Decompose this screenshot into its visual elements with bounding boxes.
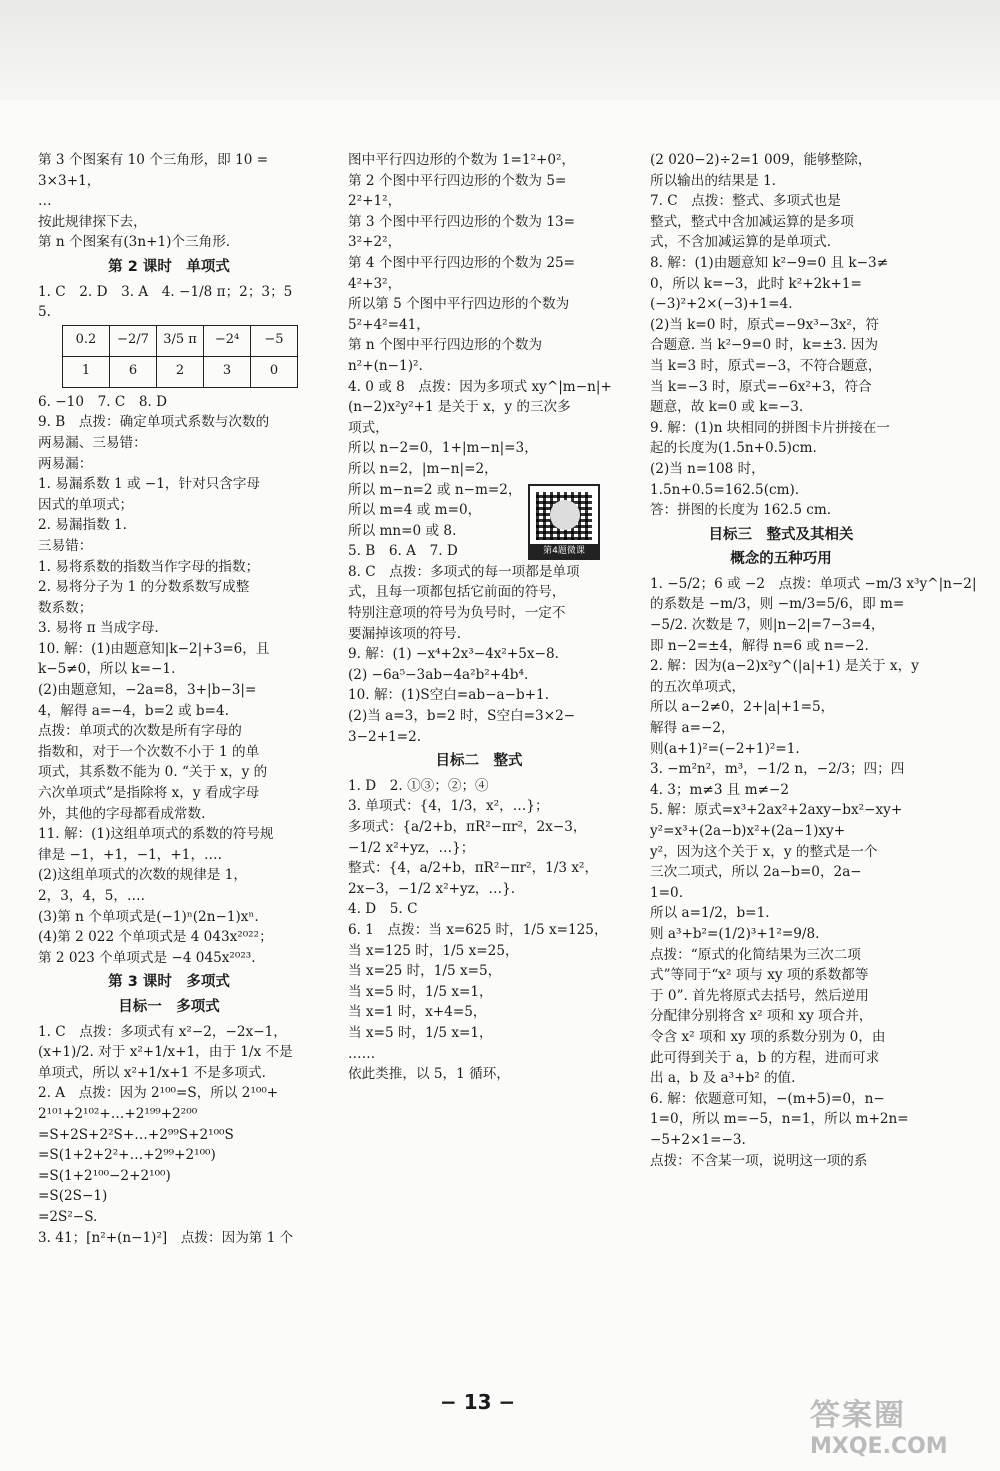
table-cell: −2⁴ bbox=[204, 325, 251, 356]
text-line: 3. −m²n²，m³，−1/2 n，−2/3；四；四 bbox=[650, 761, 905, 778]
watermark bbox=[810, 1390, 980, 1460]
text-line: 所以 m−n=2 或 n−m=2， bbox=[348, 481, 522, 498]
text-line: 5. 解：原式=x³+2ax²+2axy−bx²−xy+ bbox=[650, 802, 903, 819]
column-left bbox=[38, 150, 300, 1248]
text-line: 2，3，4，5，…. bbox=[38, 888, 145, 904]
text-line: 第 2 个图中平行四边形的个数为 5= bbox=[348, 172, 567, 189]
text-line: 所以输出的结果是 1. bbox=[650, 172, 777, 189]
table-cell: 1 bbox=[63, 356, 110, 387]
text-line: 第 n 个图中平行四边形的个数为 bbox=[348, 337, 543, 354]
text-line: y²=x³+(2a−b)x²+(2a−1)xy+ bbox=[650, 823, 846, 839]
text-line: (4)第 2 022 个单项式是 4 043x²⁰²²； bbox=[38, 929, 273, 946]
table-cell: 2 bbox=[157, 356, 204, 387]
text-line: 3. 单项式：{4，1/3，x²，…}； bbox=[348, 798, 549, 815]
text-line: 式，不含加减运算的是单项式. bbox=[650, 234, 832, 251]
text-line: 1. 易漏系数 1 或 −1，针对只含字母 bbox=[38, 476, 261, 493]
qr-label: 第4题微课 bbox=[530, 544, 598, 558]
text-line: 当 k=−3 时，原式=−6x²+3，符合 bbox=[650, 378, 872, 395]
text-line: (n−2)x²y²+1 是关于 x，y 的三次多 bbox=[348, 399, 571, 416]
text-line: 8. 解：(1)由题意知 k²−9=0 且 k−3≠ bbox=[650, 254, 889, 271]
section-heading: 目标三 整式及其相关 bbox=[708, 526, 854, 543]
text-line: 单项式，所以 x²+1/x+1 不是多项式. bbox=[38, 1064, 266, 1081]
text-line: 2x−3，−1/2 x²+yz，…}. bbox=[348, 880, 516, 897]
text-line: (2)当 n=108 时， bbox=[650, 460, 765, 477]
text-line: 8. C 点拨：多项式的每一项都是单项 bbox=[348, 563, 580, 580]
text-line: (2) −6a⁵−3ab−4a²b²+4b⁴. bbox=[348, 666, 529, 683]
text-line: 六次单项式”是指除将 x，y 看成字母 bbox=[38, 785, 260, 802]
text-line: 7. C 点拨：整式、多项式也是 bbox=[650, 193, 841, 210]
text-line: 5. bbox=[38, 304, 51, 321]
text-line: −5/2. 次数是 7，则|n−2|=7−3=4， bbox=[650, 617, 885, 634]
text-line: 于 0”. 首先将原式去括号，然后逆用 bbox=[650, 987, 869, 1004]
text-line: 数系数； bbox=[38, 599, 93, 616]
text-line: k−5≠0，所以 k=−1. bbox=[38, 661, 176, 678]
text-line: 3. 41；[n²+(n−1)²] 点拨：因为第 1 个 bbox=[38, 1229, 294, 1246]
text-line: 合题意. 当 k²−9=0 时，k=±3. 因为 bbox=[650, 337, 879, 354]
text-line: 依此类推，以 5，1 循环， bbox=[348, 1066, 510, 1083]
text-line: 项式，其系数不能为 0. “关于 x，y 的 bbox=[38, 764, 268, 781]
text-line: 11. 解：(1)这组单项式的系数的符号规 bbox=[38, 826, 274, 843]
top-margin bbox=[0, 0, 1000, 100]
text-line: 4. 3；m≠3 且 m≠−2 bbox=[650, 781, 790, 798]
text-line: 0，所以 k=−3，此时 k²+2k+1= bbox=[650, 275, 862, 292]
text-line: 当 k=3 时，原式=−3，不符合题意， bbox=[650, 357, 882, 374]
text-line: 1. C 点拨：多项式有 x²−2，−2x−1， bbox=[38, 1023, 287, 1040]
text-line: … bbox=[38, 193, 52, 210]
text-line: 6. 1 点拨：当 x=625 时，1/5 x=125， bbox=[348, 921, 608, 938]
text-line: 第 n 个图案有(3n+1)个三角形. bbox=[38, 234, 231, 251]
text-line: 所以 mn=0 或 8. bbox=[348, 522, 457, 539]
text-line: 1. D 2. ①③；②；④ bbox=[348, 777, 489, 794]
text-line: (x+1)/2. 对于 x²+1/x+1，由于 1/x 不是 bbox=[38, 1044, 293, 1061]
qr-center-logo bbox=[550, 500, 580, 530]
text-line: 式”等同于“x² 项与 xy 项的系数都等 bbox=[650, 967, 869, 984]
text-line: 1=0，所以 m=−5，n=1，所以 m+2n= bbox=[650, 1111, 909, 1128]
text-line: 按此规律探下去， bbox=[38, 213, 147, 230]
table-cell: 3 bbox=[204, 356, 251, 387]
text-line: (3)第 n 个单项式是(−1)ⁿ(2n−1)xⁿ. bbox=[38, 908, 259, 925]
text-line: 2¹⁰¹+2¹⁰²+…+2¹⁹⁹+2²⁰⁰ bbox=[38, 1105, 198, 1122]
text-line: 多项式：{a/2+b，πR²−πr²，2x−3， bbox=[348, 819, 587, 835]
text-line: 所以 m=4 或 m=0， bbox=[348, 502, 482, 519]
text-line: 三次二项式，所以 2a−b=0，2a− bbox=[650, 864, 862, 881]
text-line: 律是 −1，+1，−1，+1，…. bbox=[38, 846, 222, 863]
text-line: 两易漏、三易错： bbox=[38, 434, 147, 451]
text-line: 当 x=5 时，1/5 x=1， bbox=[348, 1024, 493, 1041]
section-heading: 目标一 多项式 bbox=[118, 998, 220, 1015]
text-line: 则(a+1)²=(−2+1)²=1. bbox=[650, 740, 800, 757]
text-line: 解得 a=−2， bbox=[650, 720, 735, 737]
text-line: 的五次单项式， bbox=[650, 678, 746, 695]
qr-code[interactable] bbox=[528, 484, 600, 560]
text-line: 第 2 023 个单项式是 −4 045x²⁰²³. bbox=[38, 949, 256, 966]
text-line: =S(1+2+2²+…+2⁹⁹+2¹⁰⁰) bbox=[38, 1147, 216, 1164]
text-line: 2. 解：因为(a−2)x²y^(|a|+1) 是关于 x，y bbox=[650, 658, 919, 675]
text-line: 点拨：单项式的次数是所有字母的 bbox=[38, 723, 242, 740]
text-line: 令含 x² 项和 xy 项的系数分别为 0，由 bbox=[650, 1028, 886, 1045]
text-line: 答：拼图的长度为 162.5 cm. bbox=[650, 502, 832, 519]
text-line: y²，因为这个关于 x，y 的整式是一个 bbox=[650, 843, 878, 860]
text-line: =S(2S−1) bbox=[38, 1188, 108, 1205]
table-cell: −5 bbox=[251, 325, 298, 356]
text-line: 即 n−2=±4，解得 n=6 或 n=−2. bbox=[650, 637, 869, 654]
text-line: 9. 解：(1)n 块相同的拼图卡片拼接在一 bbox=[650, 419, 890, 436]
text-line: 第 3 个图案有 10 个三角形，即 10 = bbox=[38, 152, 269, 168]
text-line: (2)当 a=3，b=2 时，S空白=3×2− bbox=[348, 708, 576, 725]
column-middle bbox=[348, 150, 610, 1085]
text-line: 指数和，对于一个次数不小于 1 的单 bbox=[38, 743, 260, 760]
text-line: 要漏掉该项的符号. bbox=[348, 625, 462, 642]
text-line: =S+2S+2²S+…+2⁹⁹S+2¹⁰⁰S bbox=[38, 1126, 234, 1143]
text-line: 因式的单项式； bbox=[38, 496, 134, 513]
text-line: =2S²−S. bbox=[38, 1208, 98, 1225]
text-line: 点拨：不含某一项，说明这一项的系 bbox=[650, 1152, 868, 1169]
section-heading: 目标二 整式 bbox=[435, 753, 523, 770]
text-line: 特别注意项的符号为负号时，一定不 bbox=[348, 605, 566, 622]
text-line: 所以 n=2，|m−n|=2， bbox=[348, 460, 498, 477]
text-line: 3×3+1， bbox=[38, 172, 101, 189]
text-line: −5+2×1=−3. bbox=[650, 1131, 746, 1148]
text-line: =S(1+2¹⁰⁰−2+2¹⁰⁰) bbox=[38, 1167, 171, 1184]
text-line: 所以 a−2≠0，2+|a|+1=5， bbox=[650, 699, 835, 716]
text-line: 则 a³+b²=(1/2)³+1²=9/8. bbox=[650, 925, 820, 942]
text-line: 当 x=1 时，x+4=5， bbox=[348, 1004, 487, 1021]
table-cell: 3/5 π bbox=[157, 325, 204, 356]
text-line: 的系数是 −m/3，则 −m/3=5/6，即 m= bbox=[650, 596, 905, 613]
column-right bbox=[650, 150, 977, 1171]
text-line: 第 4 个图中平行四边形的个数为 25= bbox=[348, 254, 576, 271]
text-line: 6. 解：依题意可知，−(m+5)=0，n− bbox=[650, 1090, 885, 1107]
text-line: 当 x=25 时，1/5 x=5， bbox=[348, 963, 502, 980]
watermark-url: MXQE.COM bbox=[810, 1434, 948, 1459]
text-line: 1. 易将系数的指数当作字母的指数； bbox=[38, 558, 260, 575]
text-line: 1.5n+0.5=162.5(cm). bbox=[650, 481, 800, 498]
text-line: 第 3 个图中平行四边形的个数为 13= bbox=[348, 213, 576, 230]
text-line: 整式：{4，a/2+b，πR²−πr²，1/3 x²， bbox=[348, 860, 599, 877]
text-line: 当 x=125 时，1/5 x=25， bbox=[348, 942, 519, 959]
section-heading: 第 2 课时 单项式 bbox=[108, 258, 230, 275]
section-heading: 概念的五种巧用 bbox=[730, 551, 832, 568]
text-line: 式，且每一项都包括它前面的符号， bbox=[348, 584, 566, 601]
text-line: (2)当 k=0 时，原式=−9x³−3x²，符 bbox=[650, 316, 880, 333]
text-line: 题意，故 k=0 或 k=−3. bbox=[650, 399, 804, 416]
text-line: 2. 易漏指数 1. bbox=[38, 517, 127, 534]
text-line: 5²+4²=41， bbox=[348, 316, 430, 333]
text-line: 2²+1²， bbox=[348, 193, 402, 210]
text-line: 1. −5/2；6 或 −2 点拨：单项式 −m/3 x³y^|n−2| bbox=[650, 575, 977, 592]
text-line: 2. A 点拨：因为 2¹⁰⁰=S，所以 2¹⁰⁰+ bbox=[38, 1085, 279, 1102]
text-line: 三易错： bbox=[38, 537, 93, 554]
text-line: 3²+2²， bbox=[348, 234, 402, 251]
watermark-logo: 答案圈 bbox=[810, 1398, 906, 1433]
text-line: 分配律分别将含 x² 项和 xy 项合并， bbox=[650, 1008, 873, 1025]
text-line: 此可得到关于 a，b 的方程，进而可求 bbox=[650, 1049, 880, 1066]
text-line: 项式， bbox=[348, 419, 389, 436]
text-line: 4²+3²， bbox=[348, 275, 402, 292]
text-line: 9. 解：(1) −x⁴+2x³−4x²+5x−8. bbox=[348, 646, 559, 663]
text-line: 4. 0 或 8 点拨：因为多项式 xy^|m−n|+ bbox=[348, 378, 612, 395]
table-cell: 0.2 bbox=[63, 325, 110, 356]
text-line: 出 a，b 及 a³+b² 的值. bbox=[650, 1070, 796, 1087]
text-line: 外，其他的字母都看成常数. bbox=[38, 805, 206, 822]
text-line: (2)这组单项式的次数的规律是 1， bbox=[38, 867, 247, 884]
table-cell: −2/7 bbox=[110, 325, 157, 356]
text-line: (−3)²+2×(−3)+1=4. bbox=[650, 296, 793, 313]
text-line: …… bbox=[348, 1045, 376, 1062]
text-line: 当 x=5 时，1/5 x=1， bbox=[348, 983, 493, 1000]
text-line: 4，解得 a=−4，b=2 或 b=4. bbox=[38, 702, 229, 719]
page-number: − 13 − bbox=[440, 1390, 516, 1414]
text-line: 5. B 6. A 7. D bbox=[348, 543, 458, 560]
text-line: 所以第 5 个图中平行四边形的个数为 bbox=[348, 296, 570, 313]
text-line: n²+(n−1)². bbox=[348, 357, 423, 374]
text-line: 3−2+1=2. bbox=[348, 728, 422, 745]
text-line: 1. C 2. D 3. A 4. −1/8 π；2；3；5 bbox=[38, 283, 293, 300]
text-line: 3. 易将 π 当成字母. bbox=[38, 620, 159, 637]
text-line: (2 020−2)÷2=1 009，能够整除， bbox=[650, 152, 872, 168]
text-line: (2)由题意知，−2a=8，3+|b−3|= bbox=[38, 682, 257, 699]
text-line: 整式，整式中含加减运算的是多项 bbox=[650, 213, 854, 230]
text-line: 6. −10 7. C 8. D bbox=[38, 393, 168, 410]
text-line: 10. 解：(1)S空白=ab−a−b+1. bbox=[348, 687, 550, 704]
text-line: 图中平行四边形的个数为 1=1²+0²， bbox=[348, 152, 576, 168]
text-line: 起的长度为(1.5n+0.5)cm. bbox=[650, 440, 817, 457]
text-line: 所以 a=1/2，b=1. bbox=[650, 905, 770, 922]
text-line: 1=0. bbox=[650, 884, 684, 901]
text-line: 4. D 5. C bbox=[348, 901, 418, 918]
text-line: 点拨：“原式的化简结果为三次二项 bbox=[650, 946, 861, 963]
text-line: 10. 解：(1)由题意知|k−2|+3=6，且 bbox=[38, 640, 270, 657]
text-line: 两易漏： bbox=[38, 455, 93, 472]
text-line: 9. B 点拨：确定单项式系数与次数的 bbox=[38, 414, 270, 431]
table-cell: 0 bbox=[251, 356, 298, 387]
text-line: 2. 易将分子为 1 的分数系数写成整 bbox=[38, 579, 250, 596]
table-cell: 6 bbox=[110, 356, 157, 387]
text-line: 所以 n−2=0，1+|m−n|=3， bbox=[348, 440, 538, 457]
text-line: −1/2 x²+yz，…}； bbox=[348, 839, 475, 856]
answer-table bbox=[62, 325, 298, 388]
section-heading: 第 3 课时 多项式 bbox=[108, 974, 230, 991]
